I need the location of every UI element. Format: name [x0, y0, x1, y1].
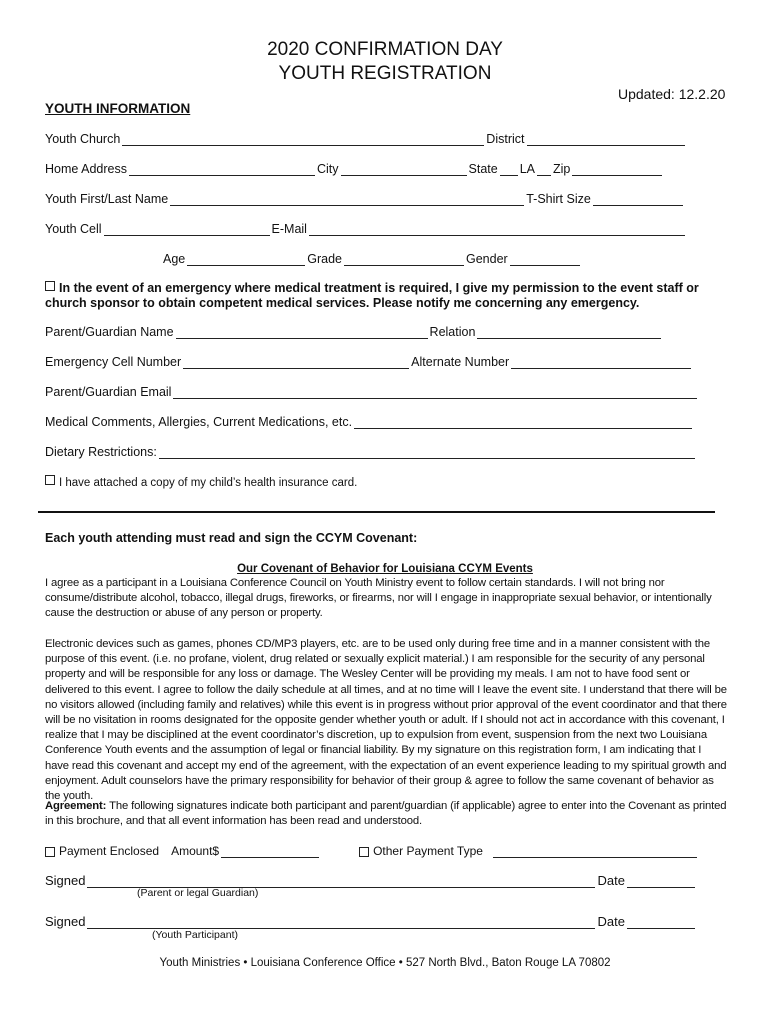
- gender-field[interactable]: [510, 253, 580, 266]
- home-address-row: [45, 162, 664, 176]
- guardian-email-field[interactable]: [173, 386, 697, 399]
- youth-name-label: Youth First/Last Name: [45, 192, 169, 206]
- emergency-cell-label: Emergency Cell Number: [45, 355, 182, 369]
- alternate-number-field[interactable]: [511, 356, 691, 369]
- youth-church-field[interactable]: [122, 133, 484, 146]
- state-value: LA: [519, 162, 535, 176]
- payment-enclosed-label: Payment Enclosed: [59, 844, 160, 858]
- insurance-checkbox[interactable]: [45, 475, 55, 485]
- home-address-field[interactable]: [129, 163, 315, 176]
- footer-address: Youth Ministries • Louisiana Conference Office • 527 North Blvd., Baton Rouge LA 70802: [159, 957, 611, 969]
- youth-cell-label: Youth Cell: [45, 222, 102, 236]
- youth-church-label: Youth Church: [45, 132, 121, 146]
- zip-label: Zip: [553, 162, 571, 176]
- alternate-number-label: Alternate Number: [411, 355, 510, 369]
- agreement-text: The following signatures indicate both participant and parent/guardian (if applicable) agree to enter into the Covenant as printed in this brochure, and that all event information has been read and understood.: [45, 800, 727, 828]
- guardian-email-row: [45, 385, 699, 399]
- age-label: Age: [163, 252, 186, 266]
- emergency-cell-field[interactable]: [183, 356, 409, 369]
- youth-name-row: [45, 192, 685, 206]
- youth-signed-label: Signed: [45, 914, 86, 929]
- covenant-para-2: Electronic devices such as games, phones CD/MP3 players, etc. are to be used only during free time and in a manner consistent with the purpose of this event. (i.e. no profane, violent, drug related or sexually explicit material.) I am responsible for the security of any personal property and will be responsible for any loss or damage. The Wesley Center will be providing my meals. I am not to have food sent or delivered to this event. I agree to follow the daily schedule at all times, and at no time will I leave the event site. I understand that there will be no visitors allowed (including family and relatives) while this event is in progress without prior approval of the event coordinator and that there will be no visitation in rooms designated for the opposite gender whether youth or adult. If I should not act in accordance with this covenant, I realize that I may be disciplined at the event coordinator’s discretion, up to expulsion from event, suspension from the next two Louisiana Conference Youth events and the assumption of legal or financial liability. By my signature on this registration form, I am indicating that I have read this covenant and accept my end of the agreement, with the expectation of an event experience leading to my spiritual growth and enjoyment. Adult counselors have the primary responsibility for behavior of their group & agree to follow the same covenant of behavior as the youth.: [45, 638, 727, 803]
- relation-label: Relation: [429, 325, 476, 339]
- city-field[interactable]: [341, 163, 467, 176]
- dietary-field[interactable]: [159, 446, 695, 459]
- youth-name-field[interactable]: [170, 193, 524, 206]
- state-field-pre[interactable]: [500, 163, 518, 176]
- grade-field[interactable]: [344, 253, 464, 266]
- grade-label: Grade: [307, 252, 342, 266]
- other-payment-checkbox[interactable]: [359, 847, 369, 857]
- district-label: District: [486, 132, 525, 146]
- parent-date-label: Date: [597, 873, 625, 888]
- relation-field[interactable]: [477, 326, 661, 339]
- youth-date-field[interactable]: [627, 916, 695, 929]
- insurance-row: [45, 476, 357, 489]
- youth-church-row: [45, 132, 687, 146]
- zip-field[interactable]: [572, 163, 662, 176]
- covenant-para-1: I agree as a participant in a Louisiana Conference Council on Youth Ministry event to follow certain standards. I will not bring nor consume/distribute alcohol, tobacco, illegal drugs, fireworks, or firearms, nor will I engage in inappropriate sexual behavior, or intentionally cause the destruction or abuse of any person or property.: [45, 577, 712, 620]
- medical-field[interactable]: [354, 416, 692, 429]
- amount-field[interactable]: [221, 845, 319, 858]
- district-field[interactable]: [527, 133, 685, 146]
- state-label: State: [468, 162, 498, 176]
- covenant-intro: Each youth attending must read and sign the CCYM Covenant:: [45, 531, 418, 545]
- other-payment-field[interactable]: [493, 845, 697, 858]
- youth-cell-row: [45, 222, 687, 236]
- other-payment-label: Other Payment Type: [373, 844, 483, 858]
- insurance-text: I have attached a copy of my child’s health insurance card.: [59, 477, 358, 489]
- emergency-checkbox[interactable]: [45, 281, 55, 291]
- tshirt-field[interactable]: [593, 193, 683, 206]
- payment-enclosed-checkbox[interactable]: [45, 847, 55, 857]
- emergency-permission: [45, 281, 725, 311]
- page-title-line2: YOUTH REGISTRATION: [278, 63, 492, 84]
- payment-row: [45, 844, 699, 858]
- section-divider: [38, 511, 715, 513]
- email-field[interactable]: [309, 223, 685, 236]
- parent-signature-row: [45, 873, 697, 888]
- medical-label: Medical Comments, Allergies, Current Medications, etc.: [45, 415, 353, 429]
- guardian-name-field[interactable]: [176, 326, 428, 339]
- tshirt-label: T-Shirt Size: [526, 192, 591, 206]
- youth-signature-row: [45, 914, 697, 929]
- youth-cell-field[interactable]: [104, 223, 270, 236]
- gender-label: Gender: [466, 252, 508, 266]
- parent-date-field[interactable]: [627, 875, 695, 888]
- emergency-text: In the event of an emergency where medical treatment is required, I give my permission to the event staff or church sponsor to obtain competent medical services. Please notify me concerning any emergency.: [45, 281, 699, 310]
- page-title-line1: 2020 CONFIRMATION DAY: [267, 39, 503, 60]
- covenant-title: Our Covenant of Behavior for Louisiana CCYM Events: [237, 563, 533, 575]
- parent-signed-label: Signed: [45, 873, 86, 888]
- age-grade-gender-row: [163, 252, 582, 266]
- guardian-email-label: Parent/Guardian Email: [45, 385, 172, 399]
- updated-date: Updated: 12.2.20: [618, 86, 726, 102]
- home-address-label: Home Address: [45, 162, 127, 176]
- email-label: E-Mail: [271, 222, 307, 236]
- youth-date-label: Date: [597, 914, 625, 929]
- youth-caption: (Youth Participant): [152, 929, 238, 941]
- guardian-name-label: Parent/Guardian Name: [45, 325, 174, 339]
- guardian-name-row: [45, 325, 663, 339]
- agreement-paragraph: [45, 799, 728, 829]
- parent-caption: (Parent or legal Guardian): [137, 887, 259, 899]
- dietary-label: Dietary Restrictions:: [45, 445, 157, 459]
- amount-label: Amount$: [171, 844, 220, 858]
- medical-row: [45, 415, 694, 429]
- youth-info-heading: YOUTH INFORMATION: [45, 101, 191, 116]
- youth-signature-field[interactable]: [87, 916, 595, 929]
- agreement-label: Agreement:: [45, 800, 107, 812]
- emergency-cell-row: [45, 355, 693, 369]
- dietary-row: [45, 445, 697, 459]
- city-label: City: [316, 162, 339, 176]
- state-field-post[interactable]: [537, 163, 551, 176]
- age-field[interactable]: [187, 253, 305, 266]
